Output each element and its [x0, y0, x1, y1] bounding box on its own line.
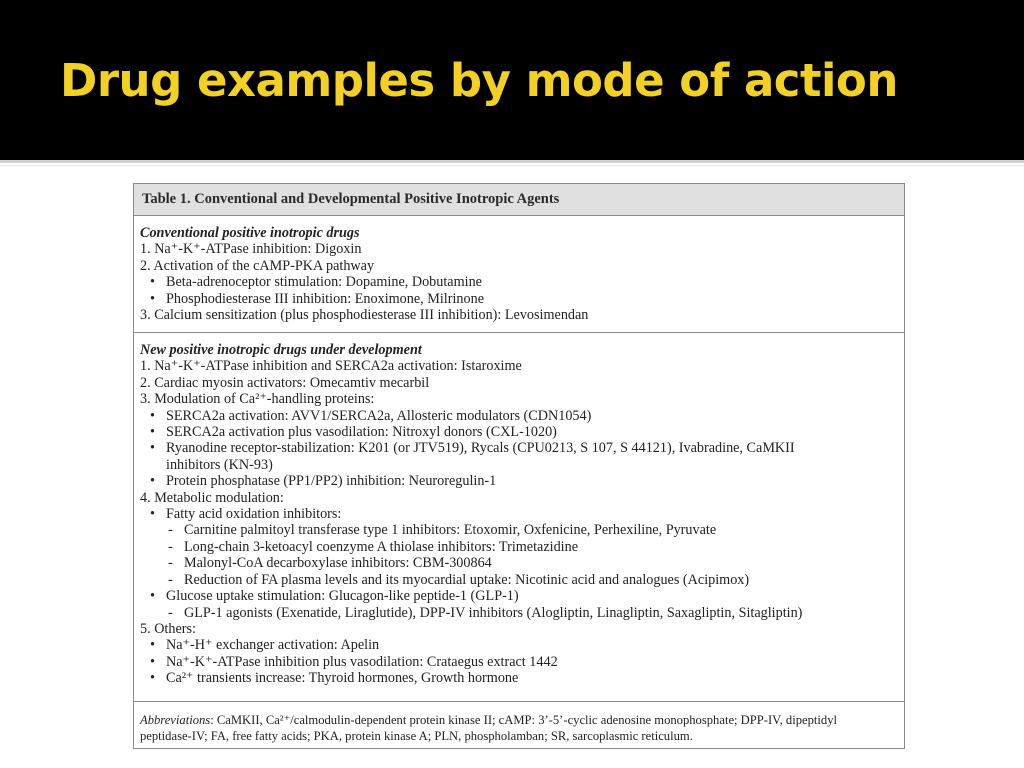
list-item [140, 522, 904, 538]
list-item [140, 654, 904, 670]
item-text: SERCA2a activation plus vasodilation: Nitroxyl donors (CXL-1020) [166, 424, 557, 441]
item-text: SERCA2a activation: AVV1/SERCA2a, Allosteric modulators (CDN1054) [166, 407, 592, 424]
bullet-mark: • [150, 440, 155, 457]
list-item [140, 637, 904, 653]
list-item [140, 555, 904, 571]
table-header [134, 184, 904, 216]
bullet-mark: • [150, 473, 155, 490]
title-divider [0, 160, 1024, 163]
list-item: 2. Cardiac myosin activators: Omecamtiv mecarbil [140, 374, 430, 391]
list-item: 2. Activation of the cAMP-PKA pathway [140, 257, 375, 274]
table-caption: Table 1. Conventional and Developmental Positive Inotropic Agents [142, 191, 560, 207]
list-item: 1. Na⁺-K⁺-ATPase inhibition: Digoxin [140, 241, 362, 258]
conventional-section [134, 216, 904, 333]
dash-mark: - [168, 604, 173, 621]
item-text: Glucose uptake stimulation: Glucagon-like peptide-1 (GLP-1) [166, 588, 519, 605]
item-text: Carnitine palmitoyl transferase type 1 inhibitors: Etoxomir, Oxfenicine, Perhexiline, Pyruvate [184, 522, 717, 539]
item-text: Protein phosphatase (PP1/PP2) inhibition: Neuroregulin-1 [166, 473, 497, 490]
item-text: Phosphodiesterase III inhibition: Enoximone, Milrinone [166, 290, 484, 307]
list-item [140, 572, 904, 588]
bullet-mark: • [150, 424, 155, 441]
list-item: 3. Calcium sensitization (plus phosphodiesterase III inhibition): Levosimendan [140, 307, 589, 324]
item-text: Reduction of FA plasma levels and its myocardial uptake: Nicotinic acid and analogues (Acipimox) [184, 571, 750, 588]
list-item [140, 440, 904, 456]
list-item: 5. Others: [140, 620, 196, 637]
abbreviations-label: Abbreviations [140, 713, 211, 727]
developmental-section [134, 333, 904, 702]
list-item [140, 506, 904, 522]
list-item [140, 408, 904, 424]
item-text: Long-chain 3-ketoacyl coenzyme A thiolase inhibitors: Trimetazidine [184, 538, 579, 555]
bullet-mark: • [150, 506, 155, 523]
item-text: Na⁺-H⁺ exchanger activation: Apelin [166, 637, 380, 654]
list-item [140, 291, 904, 307]
dash-mark: - [168, 522, 173, 539]
list-item [140, 670, 904, 686]
dash-mark: - [168, 538, 173, 555]
bullet-mark: • [150, 653, 155, 670]
list-item [140, 588, 904, 604]
bullet-mark: • [150, 274, 155, 291]
list-item [140, 274, 904, 290]
list-item [140, 539, 904, 555]
item-text: Ca²⁺ transients increase: Thyroid hormones, Growth hormone [166, 670, 519, 687]
list-item-continuation: inhibitors (KN-93) [166, 456, 273, 473]
item-text: Na⁺-K⁺-ATPase inhibition plus vasodilation: Crataegus extract 1442 [166, 653, 558, 670]
item-text: Malonyl-CoA decarboxylase inhibitors: CBM-300864 [184, 555, 492, 572]
list-item [140, 473, 904, 489]
list-item: 3. Modulation of Ca²⁺-handling proteins: [140, 391, 375, 408]
dash-mark: - [168, 555, 173, 572]
list-item: 1. Na⁺-K⁺-ATPase inhibition and SERCA2a activation: Istaroxime [140, 358, 522, 375]
abbreviations-text: : CaMKII, Ca²⁺/calmodulin-dependent protein kinase II; cAMP: 3’-5’-cyclic adenosine monophosphate; DPP-IV, dipeptidyl peptidase-IV; FA, free fatty acids; PKA, protein kinase A; PLN, phospholamban; SR, sarcoplasmic reticulum. [140, 713, 838, 743]
inotropic-agents-table [133, 183, 905, 749]
item-text: Beta-adrenoceptor stimulation: Dopamine, Dobutamine [166, 274, 482, 291]
bullet-mark: • [150, 670, 155, 687]
item-text: Ryanodine receptor-stabilization: K201 (or JTV519), Rycals (CPU0213, S 107, S 44121), Ivabradine, CaMKII [166, 440, 795, 457]
list-item [140, 424, 904, 440]
title-band [0, 0, 1024, 160]
item-text: Fatty acid oxidation inhibitors: [166, 506, 342, 523]
bullet-mark: • [150, 588, 155, 605]
developmental-heading: New positive inotropic drugs under development [140, 342, 422, 358]
bullet-mark: • [150, 290, 155, 307]
conventional-heading: Conventional positive inotropic drugs [140, 225, 360, 241]
abbreviations-section [134, 702, 904, 748]
dash-mark: - [168, 571, 173, 588]
title-divider-thin [0, 165, 1024, 166]
bullet-mark: • [150, 637, 155, 654]
list-item: 4. Metabolic modulation: [140, 489, 284, 506]
item-text: GLP-1 agonists (Exenatide, Liraglutide), DPP-IV inhibitors (Alogliptin, Linagliptin, Saxagliptin, Sitagliptin) [184, 604, 803, 621]
list-item [140, 605, 904, 621]
abbreviations-note [140, 712, 890, 744]
slide-title: Drug examples by mode of action [60, 54, 898, 107]
bullet-mark: • [150, 407, 155, 424]
